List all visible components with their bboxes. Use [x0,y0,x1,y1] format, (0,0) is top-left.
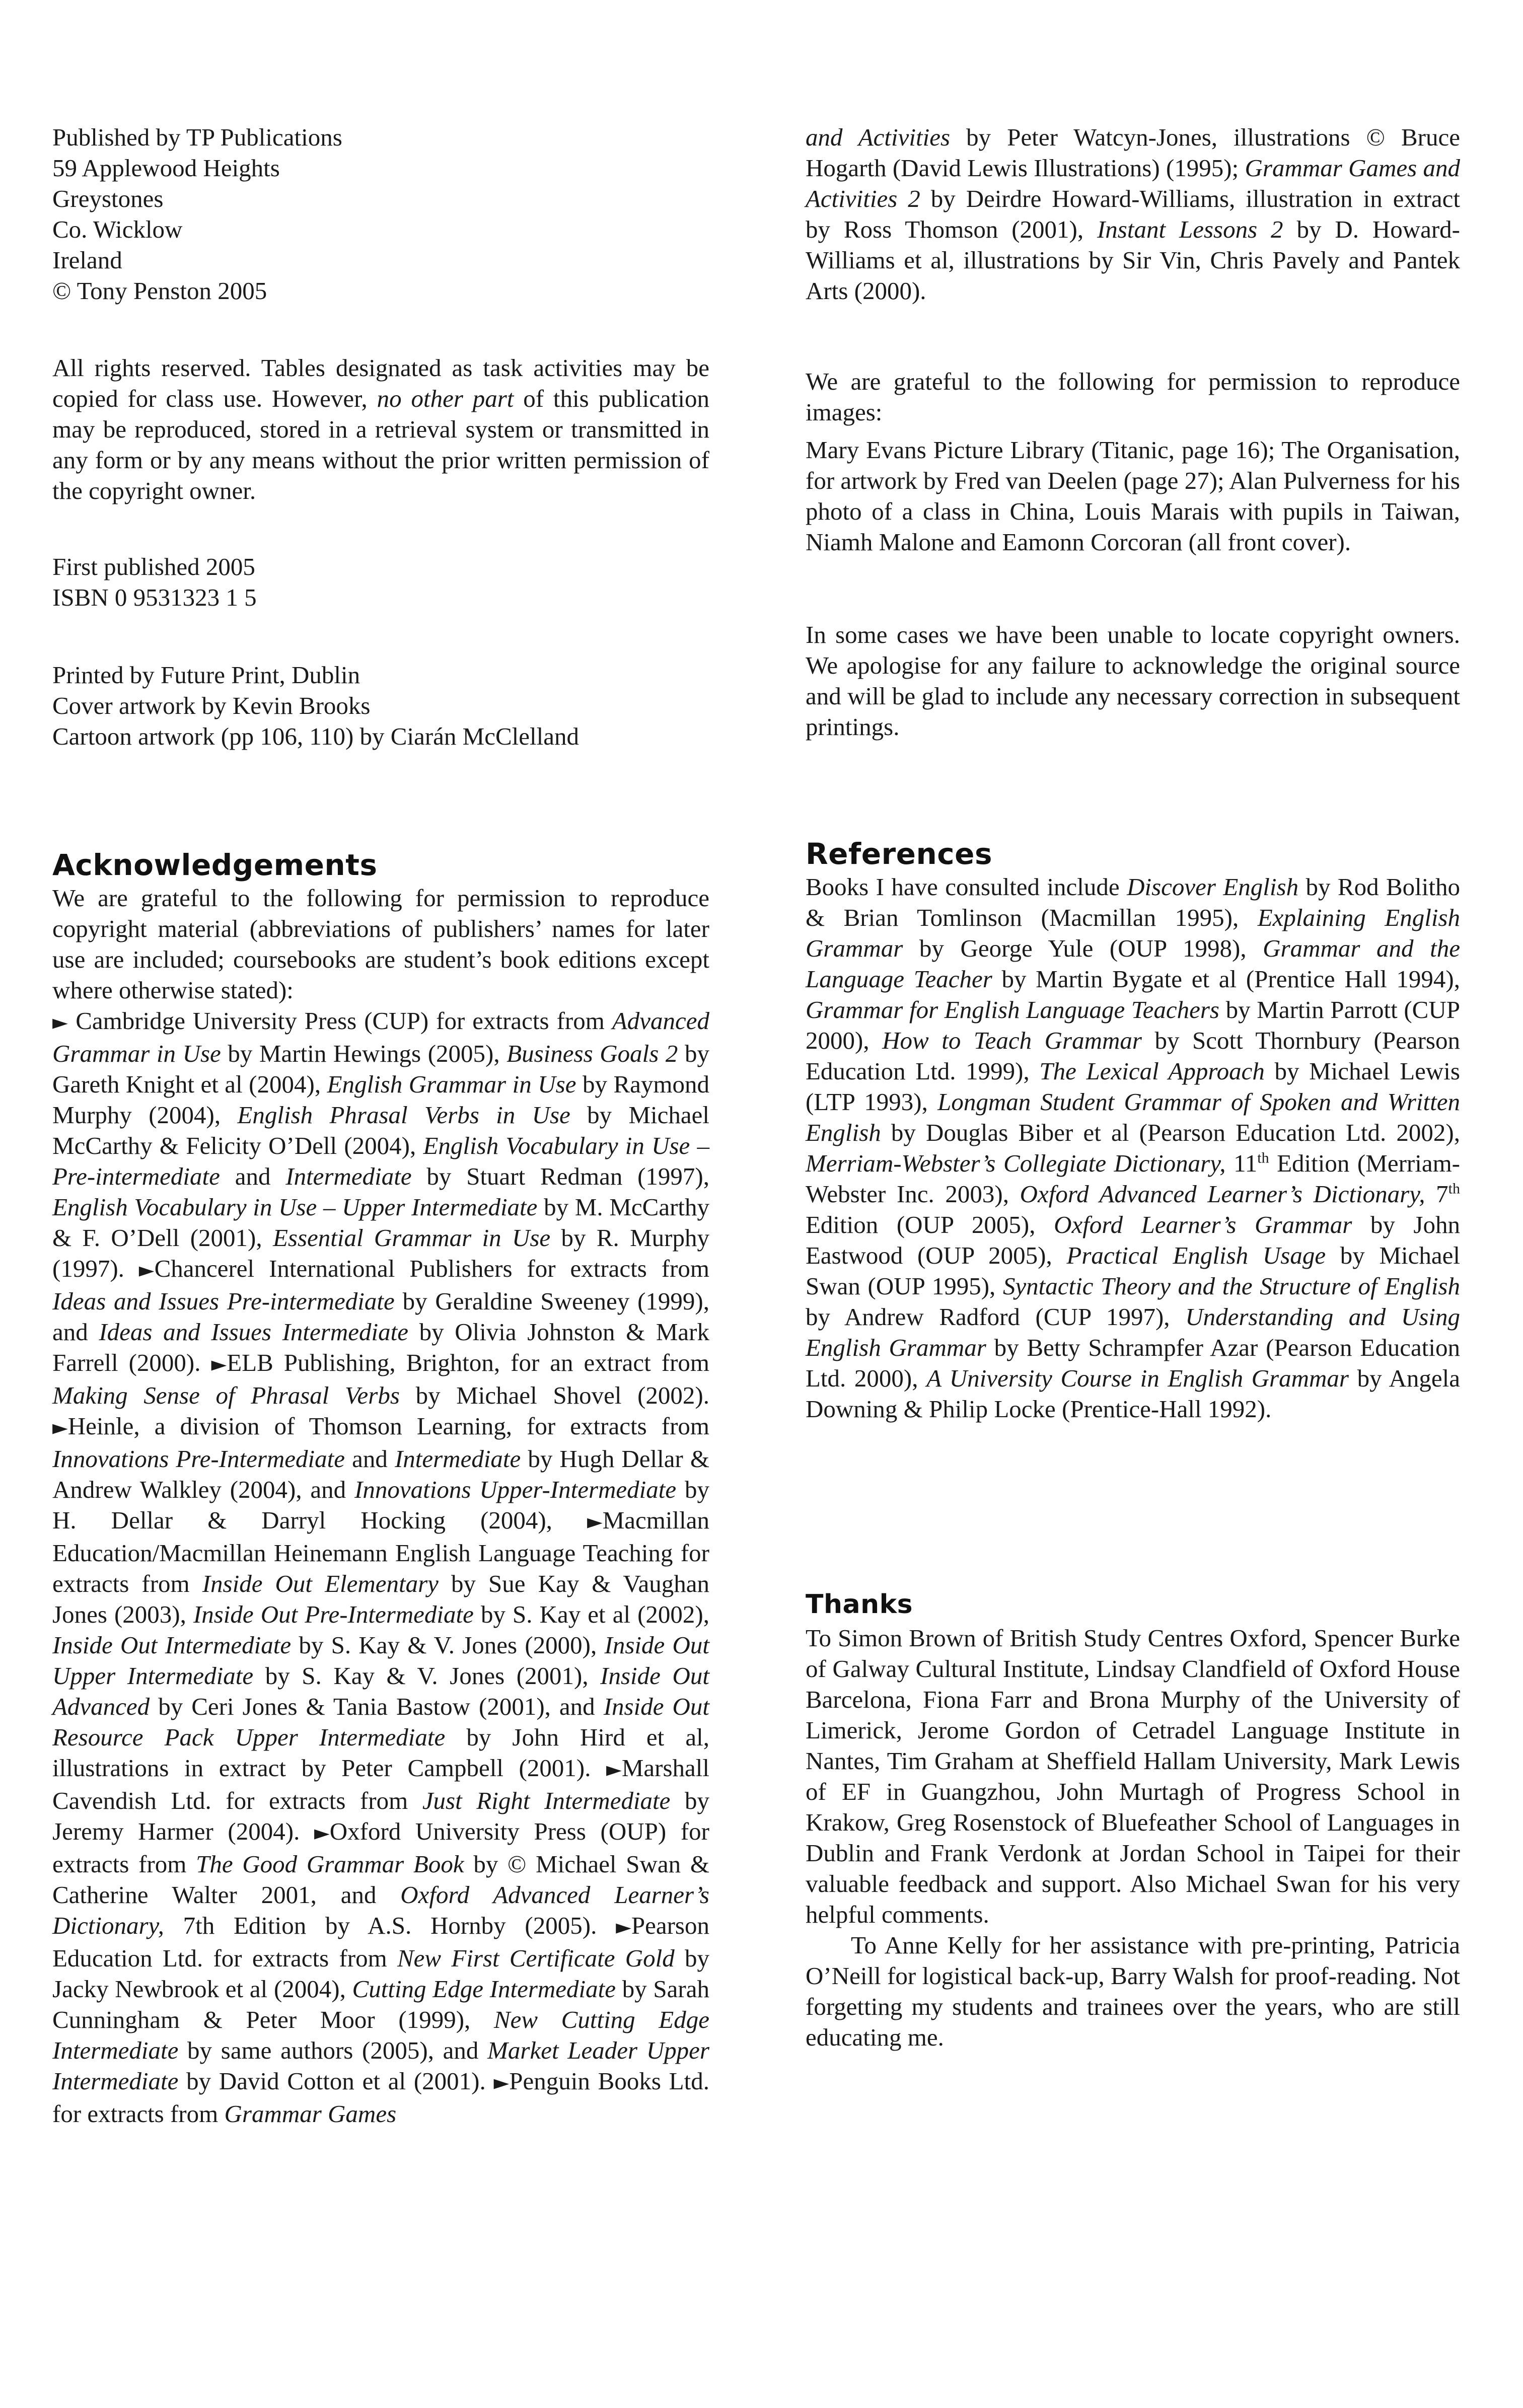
title-italic: Market Leader Upper Intermediate [52,2036,709,2095]
text-run: by Jeremy Harmer (2004). [52,1787,710,1845]
references-section [806,836,1460,1424]
title-italic: English Vocabulary in Use – Pre-intermediate [52,1132,709,1190]
text-run: by John Eastwood (OUP 2005), [806,1211,1460,1269]
text-run: by Michael Shovel (2002). [399,1381,709,1409]
text-run: by Michael Lewis (LTP 1993), [806,1057,1460,1116]
publication-info [52,551,709,613]
text-run: and [345,1445,395,1473]
thanks-paragraph-2: To Anne Kelly for her assistance with pre-printing, Patricia O’Neill for logistical back-up, Barry Walsh for proof-reading. Not forgetting my students and trainees over the years, who are still educating me. [806,1931,1460,2051]
text-run: by Angela Downing & Philip Locke (Prentice-Hall 1992). [806,1364,1460,1423]
title-italic: New Cutting Edge Intermediate [52,2006,709,2064]
title-italic: Inside Out Upper Intermediate [52,1631,709,1690]
title-italic: English Phrasal Verbs in Use [237,1101,570,1129]
text-run: by R. Murphy (1997). [52,1224,709,1282]
text-run: by Douglas Biber et al (Pearson Education Ltd. 2002), [881,1119,1460,1146]
text-run: by Sarah Cunningham & Peter Moor (1999), [52,1975,709,2033]
text-run: by Andrew Radford (CUP 1997), [806,1303,1186,1331]
imprint-block [52,122,709,306]
text-run: by Geraldine Sweeney (1999), and [52,1287,710,1346]
title-italic: Making Sense of Phrasal Verbs [52,1381,400,1409]
title-italic: Inside Out Elementary [202,1570,439,1597]
text-run: 7th Edition by A.S. Hornby (2005). [164,1912,616,1939]
title-italic: Explaining English Grammar [806,904,1460,962]
title-italic: Ideas and Issues Intermediate [99,1318,408,1346]
title-italic: The Good Grammar Book [196,1850,464,1878]
bullet-arrow-icon: ► [138,1259,155,1282]
title-italic: New First Certificate Gold [397,1944,675,1972]
title-italic: Understanding and Using English Grammar [806,1303,1460,1361]
rights-text-before: All rights reserved. Tables designated as task activities may be copied for class use. However, [52,354,709,412]
references-heading: References [806,837,993,871]
text-run: Marshall Cavendish Ltd. for extracts from [52,1754,709,1814]
rights-text-after: of this publication may be reproduced, stored in a retrieval system or transmitted in any form or by any means without the prior written permission of the copyright owner. [52,385,709,504]
text-run: by David Cotton et al (2001). [178,2067,494,2095]
text-run: by Ceri Jones & Tania Bastow (2001), and [150,1693,604,1720]
imprint-line: © Tony Penston 2005 [52,277,267,305]
title-italic: Just Right Intermediate [422,1787,671,1814]
title-italic: Advanced Grammar in Use [52,1007,709,1067]
title-italic: Intermediate [285,1162,412,1190]
title-italic: Intermediate [394,1445,521,1473]
title-italic: Business Goals 2 [506,1040,678,1067]
imprint-line: 59 Applewood Heights [52,154,280,182]
bullet-arrow-icon: ► [211,1353,227,1376]
apology-paragraph [806,619,1460,742]
title-italic: Grammar Games [224,2100,397,2128]
title-italic: English Vocabulary in Use – Upper Intermediate [52,1193,538,1221]
superscript-text: th [1257,1149,1269,1166]
text-run: by S. Kay & V. Jones (2001), [253,1662,601,1690]
text-run: by Raymond Murphy (2004), [52,1070,710,1129]
title-italic: Instant Lessons 2 [1097,215,1283,243]
text-run: by Rod Bolitho & Brian Tomlinson (Macmillan 1995), [806,873,1460,931]
title-italic: Grammar for English Language Teachers [806,996,1219,1024]
title-italic: Oxford Advanced Learner’s Dictionary, [1020,1180,1425,1208]
title-italic: Merriam-Webster’s Collegiate Dictionary, [806,1149,1226,1177]
title-italic: Oxford Learner’s Grammar [1054,1211,1352,1238]
image-permissions [806,366,1460,557]
bullet-arrow-icon: ► [314,1821,330,1845]
title-italic: Syntactic Theory and the Structure of English [1002,1272,1460,1300]
text-run: by Martin Hewings (2005), [221,1040,507,1067]
penguin-continuation [806,122,1460,306]
imprint-line: Greystones [52,185,164,212]
first-published: First published 2005 [52,553,255,580]
text-run: Macmillan Education/Macmillan Heinemann English Language Teaching for extracts from [52,1506,709,1597]
text-run: by Gareth Knight et al (2004), [52,1040,710,1098]
title-italic: Essential Grammar in Use [272,1224,551,1252]
text-run: by © Michael Swan & Catherine Walter 2001, and [52,1850,709,1909]
title-italic: Inside Out Resource Pack Upper Intermediate [52,1693,710,1751]
title-italic: Practical English Usage [1066,1242,1326,1269]
references-body [806,871,1460,1424]
bullet-arrow-icon: ► [52,1416,68,1439]
title-italic: Inside Out Intermediate [52,1631,292,1659]
thanks-section [806,1588,1460,2053]
title-italic: Oxford Advanced Learner’s Dictionary, [52,1881,709,1939]
rights-paragraph [52,352,709,506]
text-run: by H. Dellar & Darryl Hocking (2004), [52,1476,710,1534]
acknowledgements-section [52,847,709,2129]
superscript-text: th [1448,1180,1461,1197]
bullet-arrow-icon: ► [616,1916,631,1939]
text-run: Pearson Education Ltd. for extracts from [52,1912,709,1972]
image-permissions-body: Mary Evans Picture Library (Titanic, page 16); The Organisation, for artwork by Fred van Deelen (page 27); Alan Pulverness for his photo of a class in China, Louis Marais with pupils in Taiwan, Niamh Malone and Eamonn Corcoran (all front cover). [806,436,1460,556]
text-run: by M. McCarthy & F. O’Dell (2001), [52,1193,710,1252]
text-run: Penguin Books Ltd. for extracts from [52,2067,709,2128]
imprint-line: Published by TP Publications [52,123,342,151]
title-italic: Grammar Games and Activities 2 [806,154,1460,212]
text-run: by Stuart Redman (1997), [411,1162,709,1190]
text-run: by Peter Watcyn-Jones, illustrations © Bruce Hogarth (David Lewis Illustrations) (1995); [806,123,1460,182]
title-italic: Innovations Upper-Intermediate [354,1476,677,1503]
printed-by: Printed by Future Print, Dublin [52,661,360,689]
text-run: by Michael McCarthy & Felicity O’Dell (2004), [52,1101,709,1159]
acknowledgements-continuation [806,122,1460,306]
acknowledgements-heading: Acknowledgements [52,848,378,882]
text-run: 7 [1425,1180,1448,1208]
text-run: by Sue Kay & Vaughan Jones (2003), [52,1570,710,1628]
bullet-arrow-icon: ► [52,1011,76,1034]
title-italic: Ideas and Issues Pre-intermediate [52,1287,395,1315]
text-run: by Jacky Newbrook et al (2004), [52,1944,709,2003]
text-run: by Hugh Dellar & Andrew Walkley (2004), and [52,1445,709,1503]
thanks-heading: Thanks [806,1589,913,1620]
acknowledgements-intro: We are grateful to the following for permission to reproduce copyright material (abbreviations of publishers’ names for later use are included; coursebooks are student’s book editions except where otherwise stated): [52,884,709,1004]
title-italic: English Grammar in Use [327,1070,576,1098]
cover-artwork-credit: Cover artwork by Kevin Brooks [52,692,371,719]
text-run: by Michael Swan (OUP 1995), [806,1242,1460,1300]
imprint-line: Ireland [52,246,122,274]
apology-text: In some cases we have been unable to locate copyright owners. We apologise for any failure to acknowledge the original source and will be glad to include any necessary correction in subsequent printings. [806,621,1460,741]
text-run: Oxford University Press (OUP) for extracts from [52,1817,709,1878]
text-run: by same authors (2005), and [178,2036,488,2064]
thanks-paragraph-1: To Simon Brown of British Study Centres Oxford, Spencer Burke of Galway Cultural Institute, Lindsay Clandfield of Oxford House Barcelona, Fiona Farr and Brona Murphy of the University of Limerick, Jerome Gordon of Cetradel Language Institute in Nantes, Tim Graham at Sheffield Hallam University, Mark Lewis of EF in Guangzhou, John Murtagh of Progress School in Krakow, Greg Rosenstock of Bluefeather School of Languages in Dublin and Frank Verdonk at Jordan School in Taipei for their valuable feedback and support. Also Michael Swan for his very helpful comments. [806,1624,1460,1928]
text-run: 11 [1225,1149,1258,1177]
title-italic: Innovations Pre-Intermediate [52,1445,345,1473]
text-run: by Martin Bygate et al (Prentice Hall 1994), [992,965,1460,993]
title-italic: Longman Student Grammar of Spoken and Written English [806,1088,1460,1146]
text-run: by George Yule (OUP 1998), [903,934,1263,962]
text-run: by John Hird et al, illustrations in extract by Peter Campbell (2001). [52,1723,709,1782]
text-run: Edition (Merriam-Webster Inc. 2003), [806,1149,1460,1208]
text-run: by Olivia Johnston & Mark Farrell (2000). [52,1318,709,1376]
title-italic: Cutting Edge Intermediate [352,1975,616,2003]
rights-emphasis: no other part [377,385,514,412]
text-run: and [220,1162,286,1190]
text-run: by Betty Schrampfer Azar (Pearson Education Ltd. 2000), [806,1334,1461,1392]
isbn: ISBN 0 9531323 1 5 [52,583,257,611]
text-run: Cambridge University Press (CUP) for extracts from [76,1007,612,1035]
title-italic: How to Teach Grammar [882,1027,1142,1054]
title-italic: A University Course in English Grammar [926,1364,1349,1392]
title-italic: The Lexical Approach [1039,1057,1265,1085]
imprint-line: Co. Wicklow [52,215,183,243]
text-run: Chancerel International Publishers for extracts from [154,1255,709,1282]
bullet-arrow-icon: ► [587,1510,603,1534]
text-run: Heinle, a division of Thomson Learning, for extracts from [67,1412,709,1440]
text-run: by Deirdre Howard-Williams, illustration in extract by Ross Thomson (2001), [806,185,1460,243]
text-run: ELB Publishing, Brighton, for an extract from [227,1349,709,1376]
text-run: Edition (OUP 2005), [806,1211,1054,1238]
title-italic: Grammar and the Language Teacher [806,934,1460,993]
text-run: by D. Howard-Williams et al, illustrations by Sir Vin, Chris Pavely and Pantek Arts (2000). [806,215,1461,305]
cartoon-artwork-credit: Cartoon artwork (pp 106, 110) by Ciarán McClelland [52,722,579,750]
text-run: by S. Kay & V. Jones (2000), [291,1631,605,1659]
text-run: by Scott Thornbury (Pearson Education Ltd. 1999), [806,1027,1460,1085]
acknowledgements-body [52,1005,709,2129]
text-run: by Martin Parrott (CUP 2000), [806,996,1460,1054]
bullet-arrow-icon: ► [493,2071,510,2094]
title-italic: Discover English [1127,873,1299,901]
title-italic: Inside Out Advanced [52,1662,709,1720]
bullet-arrow-icon: ► [606,1758,622,1781]
image-permissions-intro: We are grateful to the following for permission to reproduce images: [806,368,1460,426]
title-italic: and Activities [806,123,951,151]
title-italic: Inside Out Pre-Intermediate [193,1600,474,1628]
text-run: by S. Kay et al (2002), [473,1600,710,1628]
production-credits [52,660,709,752]
text-run: Books I have consulted include [806,873,1127,901]
